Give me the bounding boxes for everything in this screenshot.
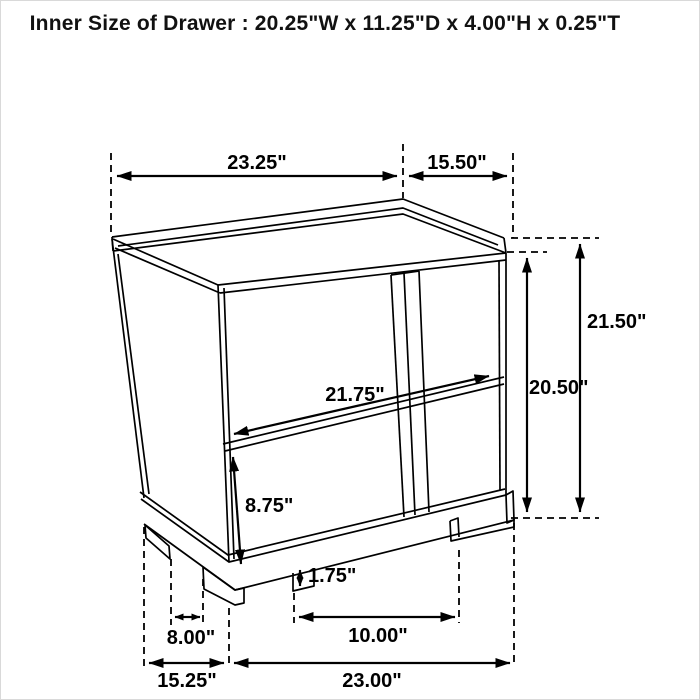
case-bottom-edge bbox=[141, 495, 506, 562]
dimension-labels bbox=[157, 152, 646, 692]
foot-back-left bbox=[145, 525, 170, 559]
dimension-arrows bbox=[117, 176, 580, 663]
front-left-edge bbox=[218, 285, 229, 562]
dim-label-side-foot-gap: 8.00" bbox=[166, 627, 216, 649]
deck-left-edge-inner bbox=[115, 248, 220, 293]
left-panel-inner-line bbox=[118, 254, 149, 494]
front-left-gap-line bbox=[224, 288, 234, 559]
dim-label-top-width: 23.25" bbox=[227, 152, 287, 174]
diagram-title: Inner Size of Drawer : 20.25"W x 11.25"D x 4.00"H x 0.25"T bbox=[29, 12, 621, 35]
deck-left-edge bbox=[113, 239, 218, 285]
foot-front-left-corner bbox=[203, 567, 244, 605]
left-silhouette-edge bbox=[112, 239, 144, 498]
dim-label-overall-height: 21.50" bbox=[587, 311, 647, 333]
rim-right-endcap bbox=[504, 238, 506, 253]
drawer-top-gap-line bbox=[220, 260, 506, 293]
dim-label-bottom-drawer-height: 8.75" bbox=[245, 495, 294, 517]
dim-label-base-depth: 15.25" bbox=[157, 670, 217, 692]
dim-label-base-width: 23.00" bbox=[342, 670, 402, 692]
nightstand-line-drawing bbox=[112, 199, 514, 605]
dim-label-foot-height: 1.75" bbox=[308, 565, 357, 587]
foot-front-right bbox=[450, 518, 514, 541]
rim-outer-top-edge bbox=[112, 199, 504, 238]
dim-label-case-height: 20.50" bbox=[529, 377, 589, 399]
deck-front-edge bbox=[218, 253, 506, 285]
front-right-gap-line bbox=[499, 260, 500, 491]
dim-label-drawer-width: 21.75" bbox=[325, 384, 385, 406]
dim-label-front-foot-gap: 10.00" bbox=[348, 625, 408, 647]
dim-label-top-depth: 15.50" bbox=[427, 152, 487, 174]
dimension-diagram bbox=[1, 1, 700, 700]
